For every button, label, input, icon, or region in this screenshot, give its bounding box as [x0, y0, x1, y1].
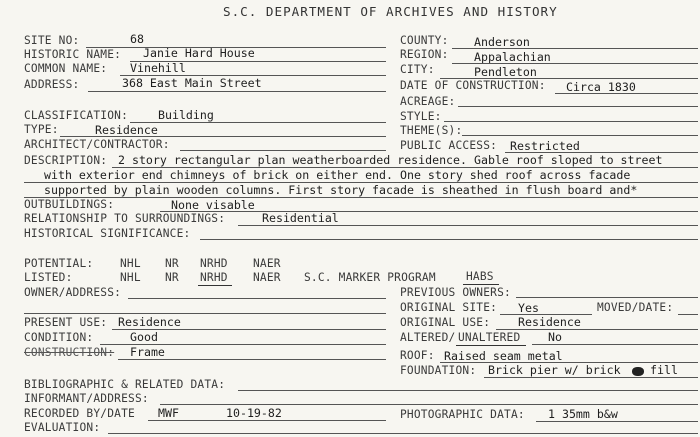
- acreage-line: [458, 106, 698, 107]
- informant-label: INFORMANT/ADDRESS:: [24, 392, 149, 405]
- unaltered-underline: [456, 345, 526, 346]
- previous-owners-label: PREVIOUS OWNERS:: [400, 286, 511, 299]
- photographic-data-label: PHOTOGRAPHIC DATA:: [400, 408, 525, 421]
- evaluation-label: EVALUATION:: [24, 421, 101, 434]
- style-line: [444, 121, 698, 122]
- outbuildings-value: None visable: [171, 198, 255, 212]
- foundation-value-b: fill: [650, 363, 678, 377]
- relationship-line: [238, 225, 698, 226]
- recorded-date-value: 10-19-82: [226, 406, 282, 420]
- listed-label: LISTED:: [24, 271, 73, 284]
- listed-nr: NR: [165, 271, 179, 284]
- moved-date-label: MOVED/DATE:: [597, 301, 674, 314]
- outbuildings-label: OUTBUILDINGS:: [24, 198, 115, 211]
- recorded-by-value: MWF: [158, 406, 179, 420]
- county-value: Anderson: [474, 35, 530, 49]
- site-no-value: 68: [130, 32, 144, 46]
- potential-naer: NAER: [253, 257, 281, 270]
- themes-label: THEME(S):: [400, 124, 463, 137]
- description-line-3: supported by plain wooden columns. First story facade is sheathed in flush board and*: [44, 183, 638, 197]
- recorded-by-line: [148, 420, 386, 421]
- classification-value: Building: [158, 108, 214, 122]
- sc-marker-program: S.C. MARKER PROGRAM: [304, 271, 436, 284]
- type-label: TYPE:: [24, 123, 59, 136]
- historic-name-label: HISTORIC NAME:: [24, 48, 122, 61]
- architect-label: ARCHITECT/CONTRACTOR:: [24, 138, 170, 151]
- construction-value: Frame: [130, 345, 165, 359]
- roof-value: Raised seam metal: [444, 349, 563, 363]
- region-label: REGION:: [400, 48, 449, 61]
- condition-value: Good: [130, 330, 158, 344]
- date-of-construction-value: Circa 1830: [566, 80, 636, 94]
- potential-nhl: NHL: [120, 257, 141, 270]
- historical-significance-label: HISTORICAL SIGNIFICANCE:: [24, 227, 191, 240]
- relationship-label: RELATIONSHIP TO SURROUNDINGS:: [24, 212, 226, 225]
- common-name-label: COMMON NAME:: [24, 62, 108, 75]
- date-of-construction-label: DATE OF CONSTRUCTION:: [400, 79, 546, 92]
- city-value: Pendleton: [474, 65, 537, 79]
- bibliographic-line: [238, 390, 698, 391]
- altered-value: No: [548, 330, 562, 344]
- historic-name-value: Janie Hard House: [143, 46, 255, 60]
- listed-nrhd-underline: [198, 285, 232, 286]
- type-value: Residence: [95, 123, 158, 137]
- potential-nr: NR: [165, 257, 179, 270]
- altered-label: ALTERED/: [400, 331, 456, 344]
- recorded-by-label: RECORDED BY/DATE: [24, 407, 135, 420]
- description-line-1: 2 story rectangular plan weatherboarded residence. Gable roof sloped to street: [118, 153, 663, 167]
- city-label: CITY:: [400, 63, 435, 76]
- date-of-construction-line: [555, 93, 698, 94]
- altered-line: [532, 344, 698, 345]
- photographic-data-line: [536, 421, 698, 422]
- style-label: STYLE:: [400, 110, 442, 123]
- description-label: DESCRIPTION:: [24, 154, 108, 167]
- themes-line: [462, 135, 698, 136]
- bibliographic-label: BIBLIOGRAPHIC & RELATED DATA:: [24, 378, 226, 391]
- original-use-line: [496, 329, 698, 330]
- outbuildings-line: [160, 211, 698, 212]
- description-line-2: with exterior end chimneys of brick on either end. One story shed roof across facade: [44, 168, 631, 182]
- common-name-value: Vinehill: [130, 61, 186, 75]
- public-access-value: Restricted: [510, 139, 580, 153]
- acreage-label: ACREAGE:: [400, 95, 456, 108]
- description-underline-3: [24, 197, 698, 198]
- moved-date-line: [678, 314, 698, 315]
- construction-label: CONSTRUCTION:: [24, 346, 115, 359]
- condition-label: CONDITION:: [24, 331, 94, 344]
- owner-address-line: [128, 298, 386, 299]
- original-site-label: ORIGINAL SITE:: [400, 301, 498, 314]
- address-line: [88, 91, 386, 92]
- listed-nrhd: NRHD: [200, 271, 228, 284]
- photographic-data-value: 1 35mm b&w: [548, 407, 618, 421]
- unaltered-label: UNALTERED: [458, 331, 521, 344]
- region-line: [452, 63, 698, 64]
- historical-significance-line: [200, 239, 698, 240]
- foundation-label: FOUNDATION:: [400, 364, 477, 377]
- address-label: ADDRESS:: [24, 78, 80, 91]
- type-line: [60, 136, 386, 137]
- roof-label: ROOF:: [400, 349, 435, 362]
- foundation-value-a: Brick pier w/ brick: [488, 363, 621, 377]
- original-site-value: Yes: [518, 301, 539, 315]
- public-access-label: PUBLIC ACCESS:: [400, 139, 498, 152]
- relationship-value: Residential: [262, 211, 339, 225]
- previous-owners-line: [516, 297, 698, 298]
- potential-nrhd: NRHD: [200, 257, 228, 270]
- listed-nhl: NHL: [120, 271, 141, 284]
- owner-address-label: OWNER/ADDRESS:: [24, 286, 122, 299]
- present-use-label: PRESENT USE:: [24, 316, 108, 329]
- county-line: [452, 48, 698, 49]
- present-use-value: Residence: [118, 315, 181, 329]
- evaluation-line: [108, 433, 698, 434]
- site-no-label: SITE NO:: [24, 34, 80, 47]
- listed-naer: NAER: [253, 271, 281, 284]
- classification-label: CLASSIFICATION:: [24, 109, 129, 122]
- construction-line: [118, 359, 386, 360]
- region-value: Appalachian: [474, 50, 551, 64]
- potential-label: POTENTIAL:: [24, 257, 94, 270]
- habs-underline: [463, 284, 499, 285]
- ink-smudge: [632, 367, 644, 376]
- owner-address-line-2: [24, 313, 386, 314]
- informant-line: [160, 404, 698, 405]
- page-title: S.C. DEPARTMENT OF ARCHIVES AND HISTORY: [223, 4, 558, 19]
- original-use-label: ORIGINAL USE:: [400, 316, 491, 329]
- original-use-value: Residence: [518, 315, 581, 329]
- address-value: 368 East Main Street: [122, 76, 262, 90]
- foundation-line: [484, 377, 698, 378]
- habs-mark: HABS: [466, 270, 494, 283]
- county-label: COUNTY:: [400, 34, 449, 47]
- classification-line: [130, 122, 386, 123]
- architect-line: [180, 150, 386, 151]
